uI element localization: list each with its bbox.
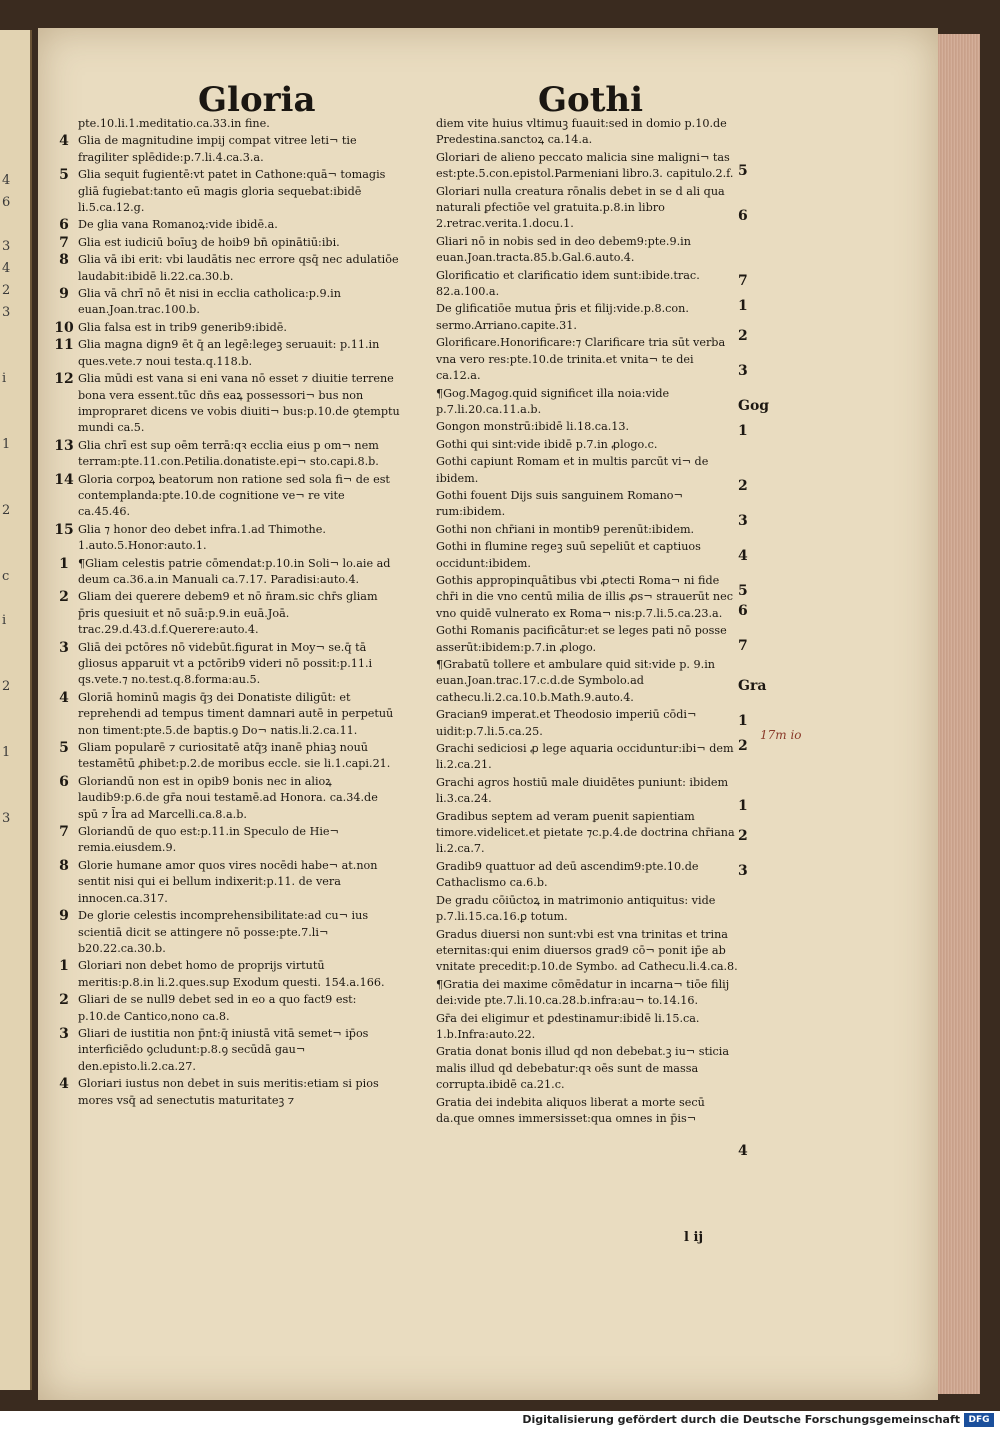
entry-text: Gliari de iustitia non p̄nt:q̄ iniustā vitā semet¬ ip̄os interficiēdo ꝯcludunt:p.8.ꝯ secūdā gau¬ den.episto.li.2.ca.27. <box>78 1026 369 1073</box>
entry-number: 6 <box>59 217 69 234</box>
entry-number: 3 <box>59 1025 69 1042</box>
entry-text: Gracian9 imperat.et Theodosio imperiū cōdi¬ uidit:p.7.li.5.ca.25. <box>436 708 697 738</box>
entry-text: Grachi sediciosi ꝓ lege aquaria occiduntur:ibi¬ dem li.2.ca.21. <box>436 742 734 772</box>
entry-text: Gliam dei querere debem9 et nō n̄ram.sic chr̄s gliam p̄ris quesiuit et nō suā:p.9.in euā.Joā. trac.29.d.43.d.f.Querere:auto.4. <box>78 590 378 637</box>
margin-number: 2 <box>738 828 748 844</box>
entry-text: Gloriari de alieno peccato malicia sine maligni¬ tas est:pte.5.con.epistol.Parmeniani libro.3. capitulo.2.f. <box>436 150 734 181</box>
page-edges <box>938 34 980 1394</box>
index-entry <box>50 858 400 907</box>
index-entry <box>50 556 400 589</box>
index-entry <box>408 657 738 706</box>
margin-number: 3 <box>738 863 748 879</box>
entry-text: Gr̄a dei eligimur et ꝑdestinamur:ibidē li.15.ca. 1.b.Infra:auto.22. <box>436 1011 700 1041</box>
index-entry <box>50 908 400 957</box>
index-entry <box>50 690 400 739</box>
index-entry <box>408 927 738 976</box>
margin-number: 1 <box>738 798 748 814</box>
entry-number: 4 <box>59 1076 69 1093</box>
entry-text: De glia vana Romanoꝝ:vide ibidē.a. <box>78 218 278 232</box>
entry-text: Gradib9 quattuor ad deū ascendim9:pte.10.de Cathaclismo ca.6.b. <box>436 859 699 890</box>
entry-text: pte.10.li.1.meditatio.ca.33.in fine. <box>78 117 270 130</box>
header-left: Gloria <box>198 80 316 120</box>
entry-number: 7 <box>59 824 69 841</box>
index-entry <box>408 184 738 233</box>
entry-text: Gliā dei pctōres nō videbūt.figurat in Moy¬ se.q̄ tā gliosus apparuit vt a pctōrib9 videri nō possit:p.11.i qs.vete.⁊ no.test.q.8.forma:au.5. <box>78 640 373 687</box>
entry-text: Gothi capiunt Romam et in multis parcūt vi¬ de ibidem. <box>436 455 709 485</box>
index-entry <box>408 301 738 334</box>
left-page-margin-text: 4 6 3 4 2 3 i 1 2 c i 2 1 3 <box>2 173 11 826</box>
entry-number: 7 <box>59 234 69 251</box>
margin-number: 6 <box>738 603 748 619</box>
index-entry <box>50 824 400 857</box>
index-entry <box>408 741 738 774</box>
margin-number: 6 <box>738 208 748 224</box>
index-entry <box>408 522 738 538</box>
entry-number: 5 <box>59 167 69 184</box>
index-entry <box>408 707 738 740</box>
index-entry <box>408 1044 738 1093</box>
margin-number: 3 <box>738 513 748 529</box>
index-entry <box>408 268 738 301</box>
margin-number: Gra <box>738 678 767 694</box>
index-entry <box>408 437 738 453</box>
index-entry <box>408 116 738 149</box>
entry-number: 9 <box>59 286 69 303</box>
entry-text: Glia falsa est in trib9 generib9:ibidē. <box>78 320 287 334</box>
entry-text: De glorie celestis incomprehensibilitate:ad cu¬ ius scientiā dicit se attingere nō posse:pte.7.li¬ b20.22.ca.30.b. <box>78 909 369 955</box>
entry-text: Gratia donat bonis illud qd non debebat.ꝫ iu¬ sticia malis illud qd debebatur:qꝛ oēs sunt de massa corrupta.ibidē ca.21.c. <box>436 1045 730 1092</box>
entry-text: ¶Gog.Magog.quid significet illa noia:vide p.7.li.20.ca.11.a.b. <box>436 386 670 416</box>
index-entry <box>50 472 400 521</box>
entry-number: 8 <box>59 857 69 874</box>
margin-number: 4 <box>738 548 748 564</box>
entry-text: ¶Gliam celestis patrie cōmendat:p.10.in Soli¬ lo.aie ad deum ca.36.a.in Manuali ca.7.17. Paradisi:auto.4. <box>78 556 391 586</box>
margin-number: 2 <box>738 478 748 494</box>
footer-credit: Digitalisierung gefördert durch die Deutsche Forschungsgemeinschaft <box>522 1413 960 1426</box>
entry-text: Glorificatio et clarificatio idem sunt:ibide.trac. 82.a.100.a. <box>436 268 700 299</box>
margin-number: 7 <box>738 638 748 654</box>
margin-number: 1 <box>738 298 748 314</box>
entry-number: 15 <box>54 521 74 538</box>
entry-text: Glia sequit fugientē:vt patet in Cathone:quā¬ tomagis gliā fugiebat:tanto eū magis gloria sequebat:ibidē li.5.ca.12.g. <box>78 168 386 215</box>
entry-number: 12 <box>54 371 74 388</box>
index-entry <box>408 150 738 183</box>
entry-text: Gradibus septem ad veram ꝑuenit sapientiam timore.videlicet.et pietate ⁊c.p.4.de doctrina chr̄iana li.2.ca.7. <box>436 809 735 856</box>
index-entry <box>408 573 738 622</box>
entry-text: Gloriari iustus non debet in suis meritis:etiam si pios mores vsq̄ ad senectutis maturitateꝫ ⁊ <box>78 1077 379 1107</box>
entry-number: 13 <box>54 437 74 454</box>
entry-text: Glia magna dign9 ēt q̄ an legē:legeꝫ seruauit: p.11.in ques.vete.⁊ noui testa.q.118.b. <box>78 338 380 368</box>
margin-number: 3 <box>738 363 748 379</box>
index-entry <box>50 958 400 991</box>
index-entry <box>408 893 738 926</box>
index-entry <box>408 1095 738 1128</box>
entry-number: 14 <box>54 471 74 488</box>
entry-text: Gothis appropinquātibus vbi ꝓtecti Roma¬ ni fide chr̄i in die vno centū milia de illis ꝓs¬ strauerūt nec vno quidē vulnerato ex Roma¬ nis:p.7.li.5.ca.23.a. <box>436 573 734 620</box>
entry-text: Glia vā chrī nō ēt nisi in ecclia catholica:p.9.in euan.Joan.trac.100.b. <box>78 287 341 317</box>
index-entry <box>408 386 738 419</box>
entry-number: 11 <box>54 337 74 354</box>
header-right: Gothi <box>538 80 644 120</box>
entry-text: Glia ⁊ honor deo debet infra.1.ad Thimothe. 1.auto.5.Honor:auto.1. <box>78 522 326 553</box>
index-entry <box>408 1011 738 1044</box>
index-entry <box>408 488 738 521</box>
index-entry <box>50 235 400 251</box>
entry-number: 8 <box>59 252 69 269</box>
entry-text: Gliam popularē ⁊ curiositatē atq̄ȝ inanē phiaꝫ nouū testamētū ꝓhibet:p.2.de moribus eccle. sie li.1.capi.21. <box>78 741 391 771</box>
entry-text: Gothi qui sint:vide ibidē p.7.in ꝓlogo.c. <box>436 437 658 451</box>
index-entry <box>408 539 738 572</box>
right-column <box>408 116 738 1128</box>
index-entry <box>50 371 400 437</box>
entry-number: 5 <box>59 740 69 757</box>
index-entry <box>408 419 738 435</box>
entry-text: Gliari nō in nobis sed in deo debem9:pte.9.in euan.Joan.tracta.85.b.Gal.6.auto.4. <box>436 234 691 265</box>
entry-number: 6 <box>59 773 69 790</box>
index-entry <box>50 286 400 319</box>
entry-text: Glia de magnitudine impij compat vitree leti¬ tie fragiliter splēdide:p.7.li.4.ca.3.a. <box>78 134 357 164</box>
index-entry <box>408 775 738 808</box>
index-entry <box>408 623 738 656</box>
entry-number: 4 <box>59 689 69 706</box>
index-entry <box>50 522 400 555</box>
entry-text: Glorie humane amor quos vires nocēdi habe¬ at.non sentit nisi qui ei bellum indixerit:p.11. de vera innocen.ca.317. <box>78 858 378 905</box>
margin-number: 1 <box>738 713 748 729</box>
entry-text: ¶Gratia dei maxime cōmēdatur in incarna¬ tiōe filij dei:vide pte.7.li.10.ca.28.b.infra:au¬ to.14.16. <box>436 977 730 1008</box>
entry-text: Gloriā hominū magis q̄ȝ dei Donatiste diligūt: et reprehendi ad tempus timent damnari autē in perpetuū non timent:pte.5.de baptis.ꝯ Do¬ natis.li.2.ca.11. <box>78 690 394 737</box>
index-entry <box>408 454 738 487</box>
entry-text: diem vite huius vltimuꝫ fuauit:sed in domio p.10.de Predestina.sanctoꝝ ca.14.a. <box>436 117 727 147</box>
index-entry <box>50 589 400 638</box>
index-entry <box>408 335 738 384</box>
handwritten-annotation: 17m io <box>760 728 802 742</box>
index-entry <box>50 740 400 773</box>
entry-number: 1 <box>59 958 69 975</box>
entry-number: 3 <box>59 639 69 656</box>
entry-text: Glia chrī est sup oēm terrā:qꝛ ecclia eius p om¬ nem terram:pte.11.con.Petilia.donatiste.epi¬ sto.capi.8.b. <box>78 438 379 469</box>
index-entry <box>50 1026 400 1075</box>
index-entry <box>50 116 400 132</box>
index-entry <box>408 809 738 858</box>
entry-text: Gloriari non debet homo de proprijs virtutū meritis:p.8.in li.2.ques.sup Exodum questi. 154.a.166. <box>78 959 385 989</box>
entry-text: ¶Grabatū tollere et ambulare quid sit:vide p. 9.in euan.Joan.trac.17.c.d.de Symbolo.ad cathecu.li.2.ca.10.b.Math.9.auto.4. <box>436 658 715 704</box>
index-entry <box>408 859 738 892</box>
index-entry <box>50 992 400 1025</box>
left-column <box>50 116 400 1110</box>
margin-number: 4 <box>738 1143 748 1159</box>
entry-text: Glia est iudiciū boīuꝫ de hoib9 bn̄ opinātiū:ibi. <box>78 235 340 249</box>
entry-text: Gothi Romanis pacificātur:et se leges pati nō posse asserūt:ibidem:p.7.in ꝓlogo. <box>436 624 727 654</box>
index-entry <box>50 438 400 471</box>
entry-text: Gliari de se null9 debet sed in eo a quo fact9 est: p.10.de Cantico,nono ca.8. <box>78 993 357 1023</box>
entry-text: Glia vā ibi erit: vbi laudātis nec errore qsq̄ nec adulatiōe laudabit:ibidē li.22.ca.30.b. <box>78 253 399 283</box>
margin-number: 2 <box>738 738 748 754</box>
entry-number: 9 <box>59 908 69 925</box>
entry-text: Gothi in flumine regeꝫ suū sepeliūt et captiuos occidunt:ibidem. <box>436 540 701 570</box>
index-entry <box>50 640 400 689</box>
index-entry <box>408 977 738 1010</box>
entry-text: Gothi fouent Dijs suis sanguinem Romano¬ rum:ibidem. <box>436 488 683 519</box>
page <box>38 28 938 1400</box>
entry-number: 1 <box>59 555 69 572</box>
margin-number: 7 <box>738 273 748 289</box>
left-page-edge <box>0 30 32 1390</box>
index-entry <box>50 252 400 285</box>
entry-text: Gloriandū non est in opib9 bonis nec in alioꝝ laudib9:p.6.de gr̄a noui testamē.ad Honora. ca.34.de spū ⁊ l̄ra ad Marcelli.ca.8.a.b. <box>78 774 378 821</box>
margin-number: 5 <box>738 583 748 599</box>
margin-number: 1 <box>738 423 748 439</box>
index-entry <box>50 217 400 233</box>
entry-number: 2 <box>59 992 69 1009</box>
index-entry <box>50 167 400 216</box>
dfg-logo: DFG <box>964 1413 994 1427</box>
index-entry <box>50 774 400 823</box>
entry-text: Gloriandū de quo est:p.11.in Speculo de Hie¬ remia.eiusdem.9. <box>78 825 339 855</box>
entry-text: Glorificare.Honorificare:⁊ Clarificare tria sūt verba vna vero res:pte.10.de trinita.et vnita¬ te dei ca.12.a. <box>436 336 726 383</box>
signature-mark: l ij <box>684 1230 704 1245</box>
entry-text: Gothi non chr̄iani in montib9 perenūt:ibidem. <box>436 522 695 536</box>
entry-text: Gloria corpoꝝ beatorum non ratione sed sola fi¬ de est contemplanda:pte.10.de cognitione ve¬ re vite ca.45.46. <box>78 472 390 519</box>
index-entry <box>50 133 400 166</box>
index-entry <box>50 320 400 336</box>
entry-text: Glia mūdi est vana si eni vana nō esset ⁊ diuitie terrene bona vera essent.tūc dn̄s eaꝝ possessori¬ bus non impropraret dicens ve vobis diuiti¬ bus:p.10.de ꝯtemptu mundi ca.5. <box>78 372 400 435</box>
index-entry <box>50 337 400 370</box>
entry-text: Gloriari nulla creatura rōnalis debet in se d ali qua naturali ꝑfectiōe vel gratuita.p.8.in libro 2.retrac.verita.1.docu.1. <box>436 184 725 231</box>
margin-number: 2 <box>738 328 748 344</box>
entry-number: 2 <box>59 589 69 606</box>
entry-number: 10 <box>54 319 74 336</box>
entry-text: De glificatiōe mutua p̄ris et filij:vide.p.8.con. sermo.Arriano.capite.31. <box>436 302 689 332</box>
margin-number: 5 <box>738 163 748 179</box>
entry-number: 4 <box>59 133 69 150</box>
entry-text: Gradus diuersi non sunt:vbi est vna trinitas et trina eternitas:qui enim diuersos grad9 cō¬ ponit ip̄e ab vnitate precedit:p.10.de Symbo. ad Cathecu.li.4.ca.8. <box>436 927 738 974</box>
entry-text: De gradu cōiūctoꝝ in matrimonio antiquitus: vide p.7.li.15.ca.16.ꝑ totum. <box>436 893 716 924</box>
entry-text: Gratia dei indebita aliquos liberat a morte secū da.que omnes immersisset:qua omnes in p̄is¬ <box>436 1095 705 1125</box>
index-entry <box>50 1076 400 1109</box>
margin-number: Gog <box>738 398 770 414</box>
entry-text: Grachi agros hostiū male diuidētes puniunt: ibidem li.3.ca.24. <box>436 775 729 806</box>
entry-text: Gongon monstrū:ibidē li.18.ca.13. <box>436 420 630 434</box>
index-entry <box>408 234 738 267</box>
